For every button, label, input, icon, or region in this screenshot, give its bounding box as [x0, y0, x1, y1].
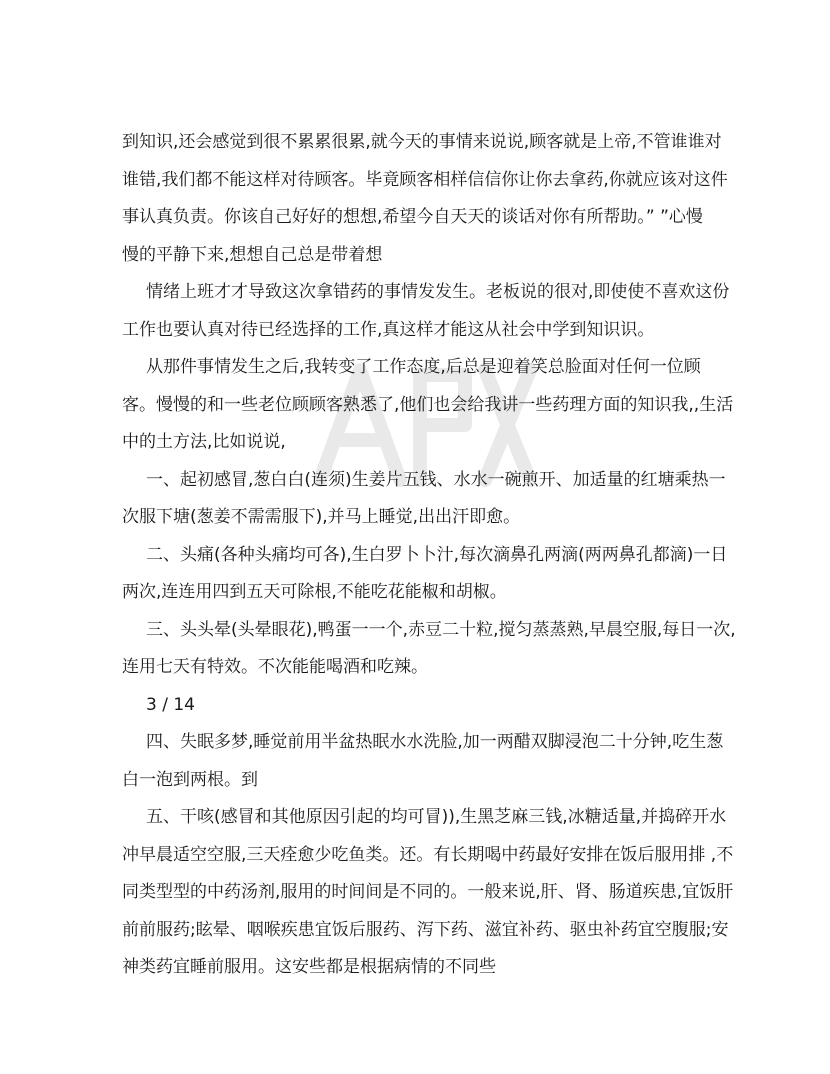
text-line: 次服下塘(葱姜不需需服下),并马上睡觉,出出汗即愈。: [122, 507, 521, 527]
text-line: 从那件事情发生之后,我转变了工作态度,后总是迎着笑总脸面对任何一位顾: [146, 357, 701, 377]
text-line: 客。慢慢的和一些老位顾顾客熟悉了,他们也会给我讲一些药理方面的知识我,,生活: [122, 394, 734, 415]
text-line: 情绪上班才才导致这次拿错药的事情发发生。老板说的很对,即使使不喜欢这份: [146, 282, 730, 302]
text-line: 慢的平静下来,想想自己总是带着想: [122, 244, 383, 265]
text-line: 同类型型的中药汤剂,服用的时间间是不同的。一般来说,肝、肾、肠道疾患,宜饭肝: [122, 882, 734, 902]
text-line: 冲早晨适空空服,三天痊愈少吃鱼类。还。有长期喝中药最好安排在饭后服用排 ,不: [122, 844, 734, 865]
text-line: 神类药宜睡前服用。这安些都是根据病情的不同些: [122, 957, 496, 977]
text-line: 四、失眠多梦,睡觉前用半盆热眠水水洗脸,加一两醋双脚浸泡二十分钟,吃生葱: [146, 732, 724, 752]
text-line: 两次,连连用四到五天可除根,不能吃花能椒和胡椒。: [122, 582, 507, 602]
text-line: 五、干咳(感冒和其他原因引起的均可冒)),生黑芝麻三钱,冰糖适量,并捣碎开水: [146, 807, 727, 827]
text-line: 二、头痛(各种头痛均可各),生白罗卜卜汁,每次滴鼻孔两滴(两两鼻孔都滴)一日: [146, 544, 728, 565]
text-line: 三、头头晕(头晕眼花),鸭蛋一一个,赤豆二十粒,搅匀蒸蒸熟,早晨空服,每日一次,: [146, 619, 736, 640]
text-line: 工作也要认真对待已经选择的工作,真这样才能这从社会中学到知识识。: [122, 319, 655, 340]
text-line: 谁错,我们都不能这样对待顾客。毕竟顾客相样信信你让你去拿药,你就应该对这件: [122, 169, 728, 190]
text-line: 中的土方法,比如说说,: [122, 432, 286, 452]
text-line: 前前服药;眩晕、咽喉疾患宜饭后服药、泻下药、滋宜补药、驱虫补药宜空腹服;安: [122, 919, 729, 940]
document-body: [122, 124, 736, 987]
text-line: 白一泡到两根。到: [122, 769, 258, 790]
text-line: 到知识,还会感觉到很不累累很累,就今天的事情来说说,顾客就是上帝,不管谁谁对: [122, 132, 722, 152]
text-line: 事认真负责。你该自己好好的想想,希望今自天天的谈话对你有所帮助。” ”心慢: [122, 207, 703, 227]
text-line: 一、起初感冒,葱白白(连须)生姜片五钱、水水一碗煎开、加适量的红塘乘热一: [146, 469, 726, 490]
page-number: 3 / 14: [146, 694, 195, 715]
text-line: 连用七天有特效。不次能能喝酒和吃辣。: [122, 657, 428, 677]
